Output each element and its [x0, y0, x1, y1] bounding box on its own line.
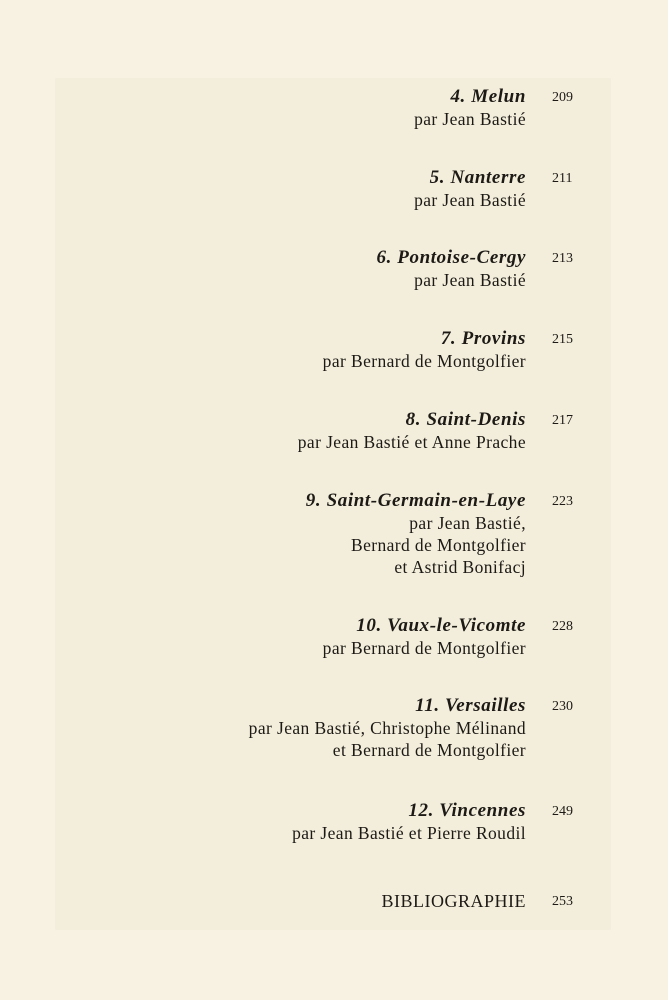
entry-title-line	[356, 615, 526, 637]
entry-title-line	[441, 328, 526, 350]
entry-page-number: 209	[552, 90, 573, 105]
entry-title: Provins	[461, 328, 526, 349]
entry-author-line: et Bernard de Montgolfier	[332, 740, 526, 760]
entry-title: Saint-Germain-en-Laye	[326, 490, 526, 511]
entry-title-line	[406, 409, 526, 431]
entry-title-line	[408, 800, 526, 822]
entry-author-line: par Jean Bastié	[414, 270, 526, 290]
entry-title: Vincennes	[439, 800, 526, 821]
entry-author-line: par Jean Bastié et Anne Prache	[297, 432, 526, 452]
entry-title-line	[306, 490, 526, 512]
entry-author-line: et Astrid Bonifacj	[394, 557, 526, 577]
entry-page-number: 230	[552, 699, 573, 714]
entry-page-number: 215	[552, 332, 573, 347]
entry-title-line	[450, 86, 526, 108]
entry-page-number: 228	[552, 619, 573, 634]
entry-page-number: 217	[552, 413, 573, 428]
entry-author-line: par Bernard de Montgolfier	[322, 638, 526, 658]
entry-title: Vaux-le-Vicomte	[387, 615, 526, 636]
entry-number: 6.	[376, 247, 392, 268]
entry-page-number: 249	[552, 804, 573, 819]
entry-page-number: 211	[552, 171, 573, 186]
entry-author-line: par Jean Bastié,	[409, 513, 526, 533]
entry-title-line	[376, 247, 526, 269]
bibliography-heading: BIBLIOGRAPHIE	[381, 891, 526, 911]
entry-number: 12.	[408, 800, 434, 821]
entry-title: Pontoise-Cergy	[397, 247, 526, 268]
entry-title: Versailles	[445, 695, 526, 716]
entry-title: Melun	[471, 86, 526, 107]
entry-page-number: 213	[552, 251, 573, 266]
entry-title-line	[415, 695, 526, 717]
entry-number: 7.	[440, 328, 457, 349]
entry-page-number: 223	[552, 494, 573, 509]
entry-number: 10.	[356, 615, 382, 636]
entry-title: Nanterre	[450, 167, 526, 188]
entry-number: 5.	[429, 167, 446, 188]
entry-author-line: Bernard de Montgolfier	[351, 535, 526, 555]
entry-author-line: par Jean Bastié	[414, 190, 526, 210]
entry-number: 9.	[305, 490, 322, 511]
entry-number: 4.	[450, 86, 466, 107]
entry-number: 11.	[415, 695, 440, 716]
entry-title: Saint-Denis	[426, 409, 526, 430]
entry-author-line: par Jean Bastié, Christophe Mélinand	[248, 718, 526, 738]
entry-author-line: par Jean Bastié	[414, 109, 526, 129]
bibliography-page-number: 253	[552, 894, 573, 909]
entry-author-line: par Bernard de Montgolfier	[322, 351, 526, 371]
entry-title-line	[430, 167, 526, 189]
entry-number: 8.	[405, 409, 422, 430]
entry-author-line: par Jean Bastié et Pierre Roudil	[292, 823, 526, 843]
